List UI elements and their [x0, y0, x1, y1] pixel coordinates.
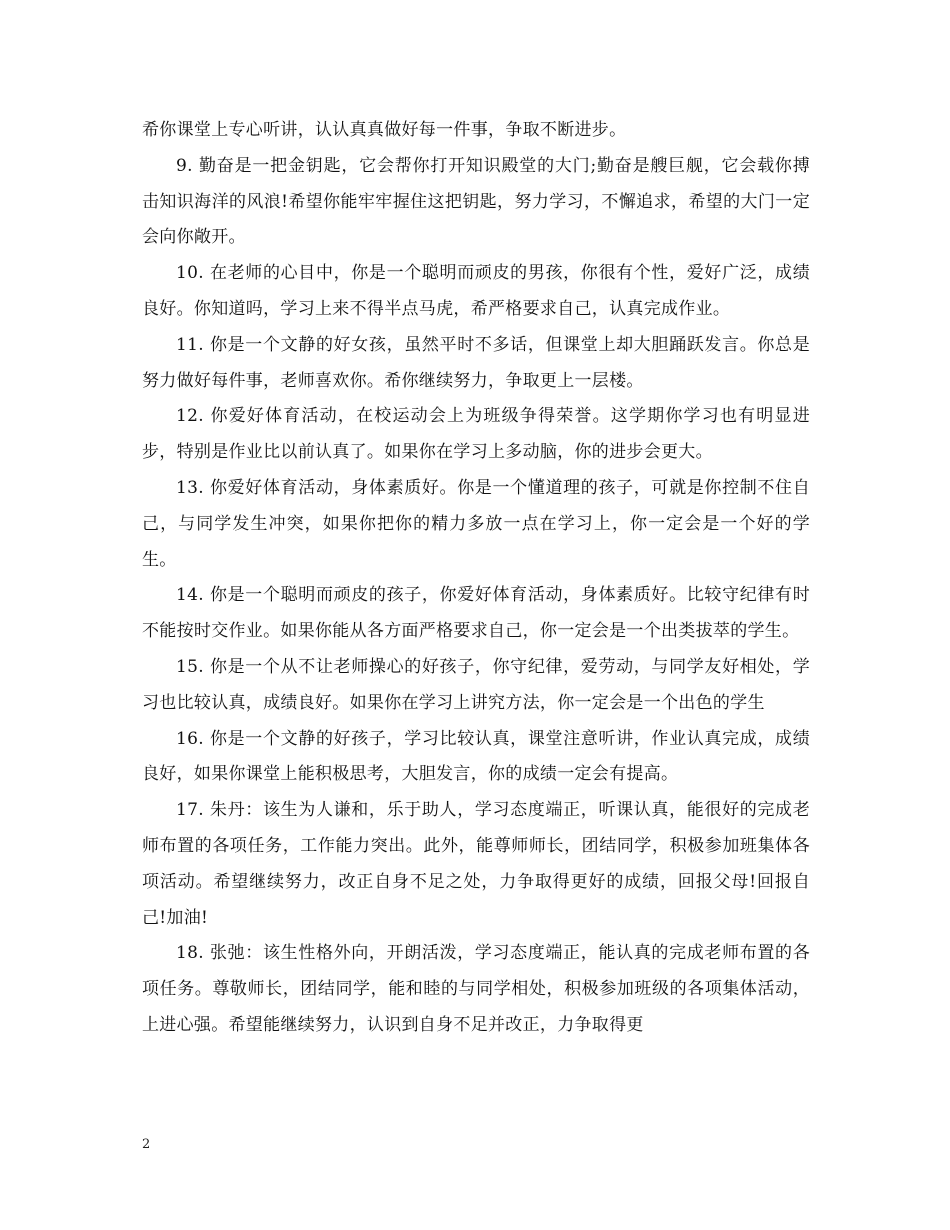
- paragraph-14: 14. 你是一个聪明而顽皮的孩子，你爱好体育活动，身体素质好。比较守纪律有时不能按时交作业。如果你能从各方面严格要求自己，你一定会是一个出类拔萃的学生。: [142, 585, 810, 642]
- paragraph-15: 15. 你是一个从不让老师操心的好孩子，你守纪律，爱劳动，与同学友好相处，学习也比较认真，成绩良好。如果你在学习上讲究方法，你一定会是一个出色的学生: [142, 656, 810, 713]
- paragraph-continued: 希你课堂上专心听讲，认认真真做好每一件事，争取不断进步。: [142, 120, 627, 140]
- paragraph-13: 13. 你爱好体育活动，身体素质好。你是一个懂道理的孩子，可就是你控制不住自己，与同学发生冲突，如果你把你的精力多放一点在学习上，你一定会是一个好的学生。: [142, 477, 810, 570]
- paragraph-10: 10. 在老师的心目中，你是一个聪明而顽皮的男孩，你很有个性，爱好广泛，成绩良好。你知道吗，学习上来不得半点马虎，希严格要求自己，认真完成作业。: [142, 263, 810, 319]
- page-body: [142, 113, 810, 1044]
- paragraph-17: 17. 朱丹：该生为人谦和，乐于助人，学习态度端正，听课认真，能很好的完成老师布置的各项任务，工作能力突出。此外，能尊师师长，团结同学，积极参加班集体各项活动。希望继续努力，改正自身不足之处，力争取得更好的成绩，回报父母!回报自己!加油!: [142, 800, 810, 928]
- paragraph-9: 9. 勤奋是一把金钥匙，它会帮你打开知识殿堂的大门;勤奋是艘巨舰，它会载你搏击知识海洋的风浪!希望你能牢牢握住这把钥匙，努力学习，不懈追求，希望的大门一定会向你敞开。: [142, 155, 810, 248]
- paragraph-18: 18. 张弛：该生性格外向，开朗活泼，学习态度端正，能认真的完成老师布置的各项任务。尊敬师长，团结同学，能和睦的与同学相处，积极参加班级的各项集体活动，上进心强。希望能继续努力，认识到自身不足并改正，力争取得更: [142, 943, 810, 1035]
- paragraph-11: 11. 你是一个文静的好女孩，虽然平时不多话，但课堂上却大胆踊跃发言。你总是努力做好每件事，老师喜欢你。希你继续努力，争取更上一层楼。: [142, 334, 810, 391]
- paragraph-16: 16. 你是一个文静的好孩子，学习比较认真，课堂注意听讲，作业认真完成，成绩良好，如果你课堂上能积极思考，大胆发言，你的成绩一定会有提高。: [142, 728, 810, 785]
- paragraph-12: 12. 你爱好体育活动，在校运动会上为班级争得荣誉。这学期你学习也有明显进步，特别是作业比以前认真了。如果你在学习上多动脑，你的进步会更大。: [142, 406, 810, 463]
- page-number: 2: [142, 1137, 151, 1152]
